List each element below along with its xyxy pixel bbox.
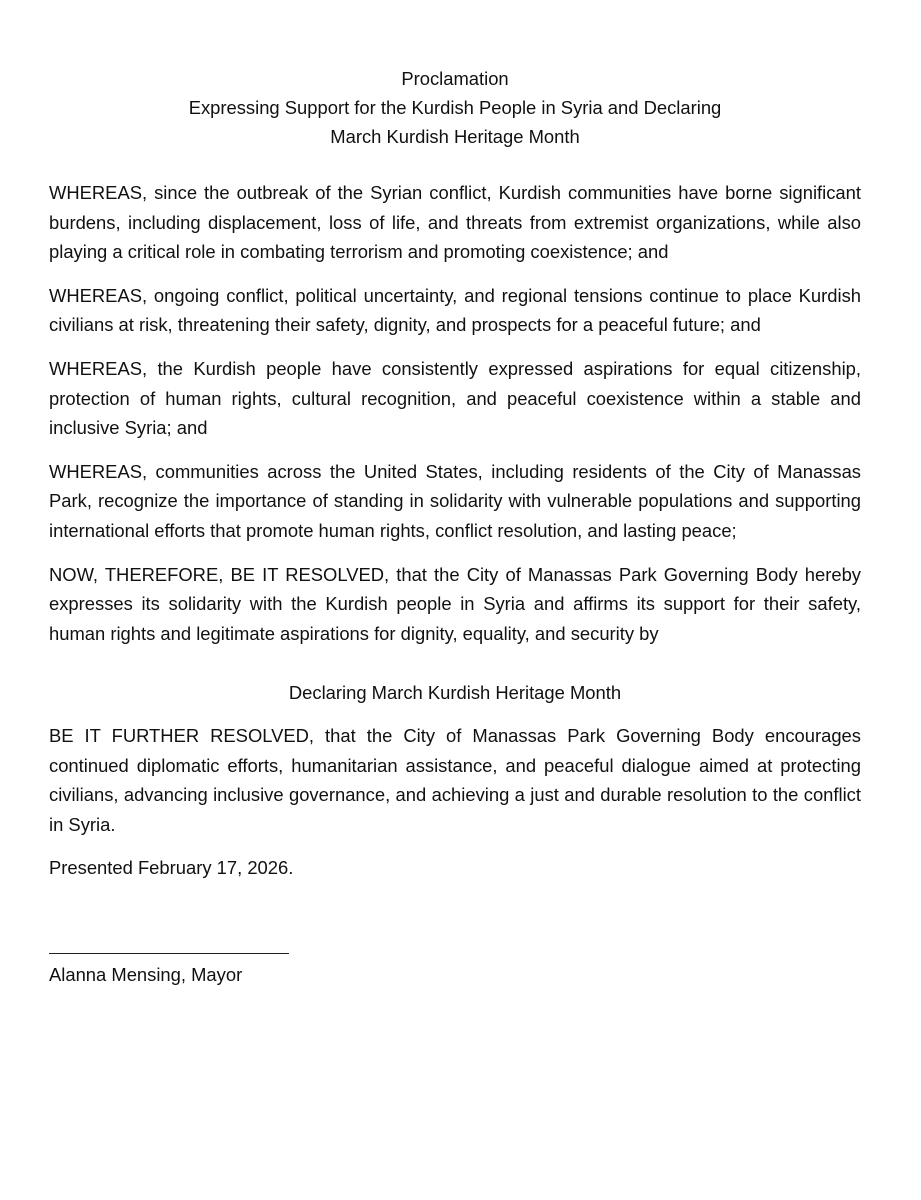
whereas-paragraph-2: WHEREAS, ongoing conflict, political uncertainty, and regional tensions continue to place Kurdish civilians at risk, threatening their safety, dignity, and prospects for a peaceful future; and (49, 284, 861, 336)
further-resolved-paragraph: BE IT FURTHER RESOLVED, that the City of Manassas Park Governing Body encourages continued diplomatic efforts, humanitarian assistance, and peaceful dialogue aimed at protecting civilians, advancing inclusive governance, and achieving a just and durable resolution to the conflict in Syria. (49, 724, 861, 835)
title-block (49, 64, 861, 151)
resolved-paragraph: NOW, THEREFORE, BE IT RESOLVED, that the City of Manassas Park Governing Body hereby expresses its solidarity with the Kurdish people in Syria and affirms its support for their safety, human rights and legitimate aspirations for dignity, equality, and security by (49, 563, 861, 644)
document-subtitle-line-2: March Kurdish Heritage Month (330, 126, 580, 147)
declaration-heading: Declaring March Kurdish Heritage Month (288, 682, 622, 704)
presented-date: Presented February 17, 2026. (49, 857, 294, 879)
signature-line (49, 953, 289, 954)
signatory-name: Alanna Mensing, Mayor (49, 963, 243, 985)
proclamation-document (49, 64, 861, 989)
document-title: Proclamation (401, 68, 509, 89)
whereas-paragraph-3: WHEREAS, the Kurdish people have consistently expressed aspirations for equal citizenship, protection of human rights, cultural recognition, and peaceful coexistence within a stable and inclusive Syria; and (49, 357, 861, 439)
document-subtitle-line-1: Expressing Support for the Kurdish People in Syria and Declaring (188, 97, 722, 118)
whereas-paragraph-4: WHEREAS, communities across the United States, including residents of the City of Manassas Park, recognize the importance of standing in solidarity with vulnerable populations and supporting international efforts that promote human rights, conflict resolution, and lasting peace; (49, 460, 861, 541)
whereas-paragraph-1: WHEREAS, since the outbreak of the Syrian conflict, Kurdish communities have borne significant burdens, including displacement, loss of life, and threats from extremist organizations, while also playing a critical role in combating terrorism and promoting coexistence; and (49, 182, 861, 263)
